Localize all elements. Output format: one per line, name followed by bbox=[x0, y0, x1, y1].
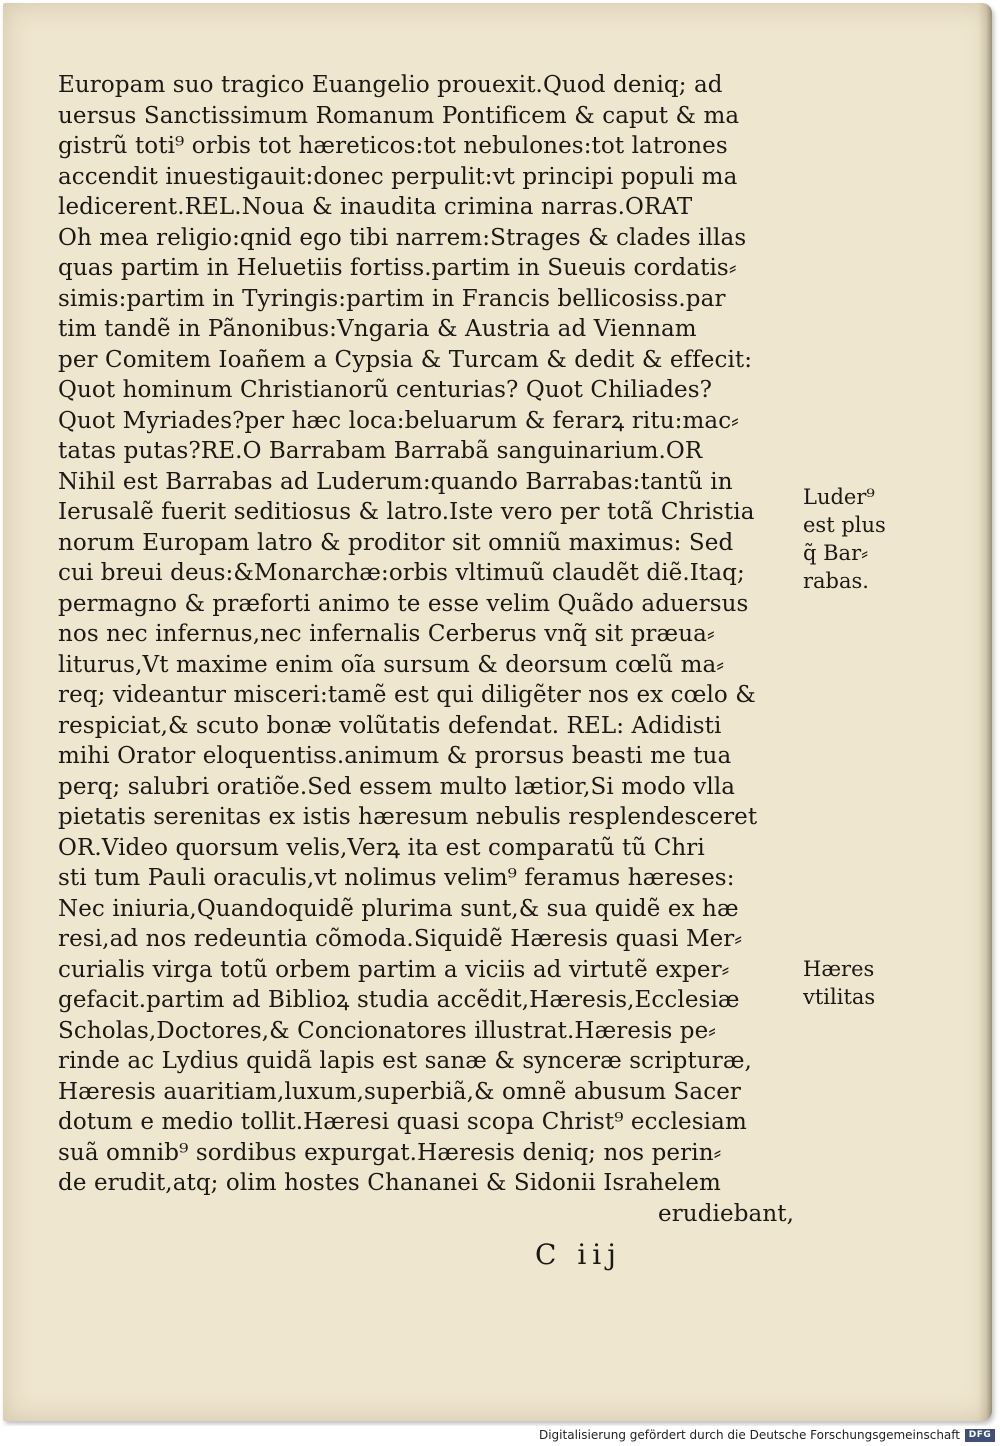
marginal-note-line: est plus bbox=[803, 513, 886, 537]
text-line: Quot Myriades?per hæc loca:beluarum & ferarꝝ ritu:mac⸗ bbox=[58, 407, 739, 434]
text-line: Oh mea religio:qnid ego tibi narrem:Strages & clades illas bbox=[58, 224, 747, 251]
text-line: req; videantur misceri:tamẽ est qui diligẽter nos ex cœlo & bbox=[58, 682, 756, 708]
footer-credit: Digitalisierung gefördert durch die Deutsche Forschungsgemeinschaft bbox=[538, 1428, 960, 1442]
scanned-page bbox=[3, 3, 992, 1421]
text-line: gistrũ toti⁹ orbis tot hæreticos:tot nebulones:tot latrones bbox=[58, 133, 728, 159]
dfg-logo-icon: DFG bbox=[965, 1429, 995, 1442]
page-edge-shadow bbox=[978, 3, 992, 1421]
marginal-note-line: Luder⁹ bbox=[803, 485, 875, 509]
text-line: liturus,Vt maxime enim oĩa sursum & deorsum cœlũ ma⸗ bbox=[58, 651, 725, 678]
text-line: pietatis serenitas ex istis hæresum nebulis resplendesceret bbox=[58, 804, 758, 830]
catchword: erudiebant, bbox=[657, 1200, 794, 1227]
text-line: nos nec infernus,nec infernalis Cerberus vnq̃ sit præua⸗ bbox=[58, 621, 715, 647]
text-line: Scholas,Doctores,& Concionatores illustrat.Hæresis pe⸗ bbox=[58, 1017, 717, 1044]
text-line: norum Europam latro & proditor sit omniũ maximus: Sed bbox=[58, 529, 734, 556]
main-text-block bbox=[58, 70, 800, 1229]
marginal-note-line: Hæres bbox=[803, 957, 875, 981]
text-line: permagno & præforti animo te esse velim Quãdo aduersus bbox=[58, 590, 749, 617]
text-line: mihi Orator eloquentiss.animum & prorsus beasti me tua bbox=[58, 743, 732, 769]
marginal-note-line: vtilitas bbox=[803, 985, 876, 1009]
text-line: accendit inuestigauit:donec perpulit:vt principi populi ma bbox=[58, 163, 738, 190]
text-line: Quot hominum Christianorũ centurias? Quot Chiliades? bbox=[58, 377, 713, 403]
text-line: uersus Sanctissimum Romanum Pontificem & caput & ma bbox=[58, 102, 740, 129]
text-line: Europam suo tragico Euangelio prouexit.Quod deniq; ad bbox=[58, 72, 723, 98]
text-line: ledicerent.REL.Noua & inaudita crimina narras.ORAT bbox=[58, 194, 693, 220]
text-line: de erudit,atq; olim hostes Chananei & Sidonii Israhelem bbox=[58, 1170, 721, 1196]
text-line: quas partim in Heluetiis fortiss.partim in Sueuis cordatis⸗ bbox=[58, 255, 737, 281]
marginal-note-haeresis bbox=[803, 955, 923, 1011]
text-line: tatas putas?RE.O Barrabam Barrabã sanguinarium.OR bbox=[58, 438, 703, 464]
text-line: cui breui deus:&Monarchæ:orbis vltimuũ claudẽt diẽ.Itaq; bbox=[58, 560, 745, 586]
text-line: Nihil est Barrabas ad Luderum:quando Barrabas:tantũ in bbox=[58, 468, 733, 495]
text-line: OR.Video quorsum velis,Verꝝ ita est comparatũ tũ Chri bbox=[58, 834, 705, 861]
text-line: tim tandẽ in Pãnonibus:Vngaria & Austria ad Viennam bbox=[58, 316, 697, 342]
text-line: resi,ad nos redeuntia cõmoda.Siquidẽ Hæresis quasi Mer⸗ bbox=[58, 926, 743, 952]
text-line: respiciat,& scuto bonæ volũtatis defendat. REL: Adidisti bbox=[58, 712, 722, 739]
text-line: per Comitem Ioañem a Cypsia & Turcam & dedit & effecit: bbox=[58, 346, 753, 373]
text-line: Nec iniuria,Quandoquidẽ plurima sunt,& sua quidẽ ex hæ bbox=[58, 895, 739, 922]
text-line: suã omnib⁹ sordibus expurgat.Hæresis deniq; nos perin⸗ bbox=[58, 1139, 722, 1166]
marginal-note-line: rabas. bbox=[803, 569, 869, 593]
text-line: dotum e medio tollit.Hæresi quasi scopa Christ⁹ ecclesiam bbox=[58, 1109, 747, 1135]
marginal-note-line: q̃ Bar⸗ bbox=[803, 541, 869, 565]
text-line: simis:partim in Tyringis:partim in Francis bellicosiss.par bbox=[58, 285, 726, 312]
text-line: gefacit.partim ad Biblioꝝ studia accẽdit,Hæresis,Ecclesiæ bbox=[58, 987, 740, 1013]
text-line: perq; salubri oratiõe.Sed essem multo lætior,Si modo vlla bbox=[58, 773, 736, 800]
signature-mark: C iij bbox=[535, 1238, 622, 1271]
text-line: sti tum Pauli oraculis,vt nolimus velim⁹ feramus hæreses: bbox=[58, 865, 735, 891]
text-line: Hæresis auaritiam,luxum,superbiã,& omnẽ abusum Sacer bbox=[58, 1078, 742, 1105]
text-line: Ierusalẽ fuerit seditiosus & latro.Iste vero per totã Christia bbox=[58, 499, 755, 525]
marginal-note-luderus bbox=[803, 483, 923, 595]
footer-bar bbox=[0, 1426, 1000, 1446]
text-line: rinde ac Lydius quidã lapis est sanæ & synceræ scripturæ, bbox=[58, 1048, 752, 1074]
text-line: curialis virga totũ orbem partim a viciis ad virtutẽ exper⸗ bbox=[58, 956, 730, 983]
